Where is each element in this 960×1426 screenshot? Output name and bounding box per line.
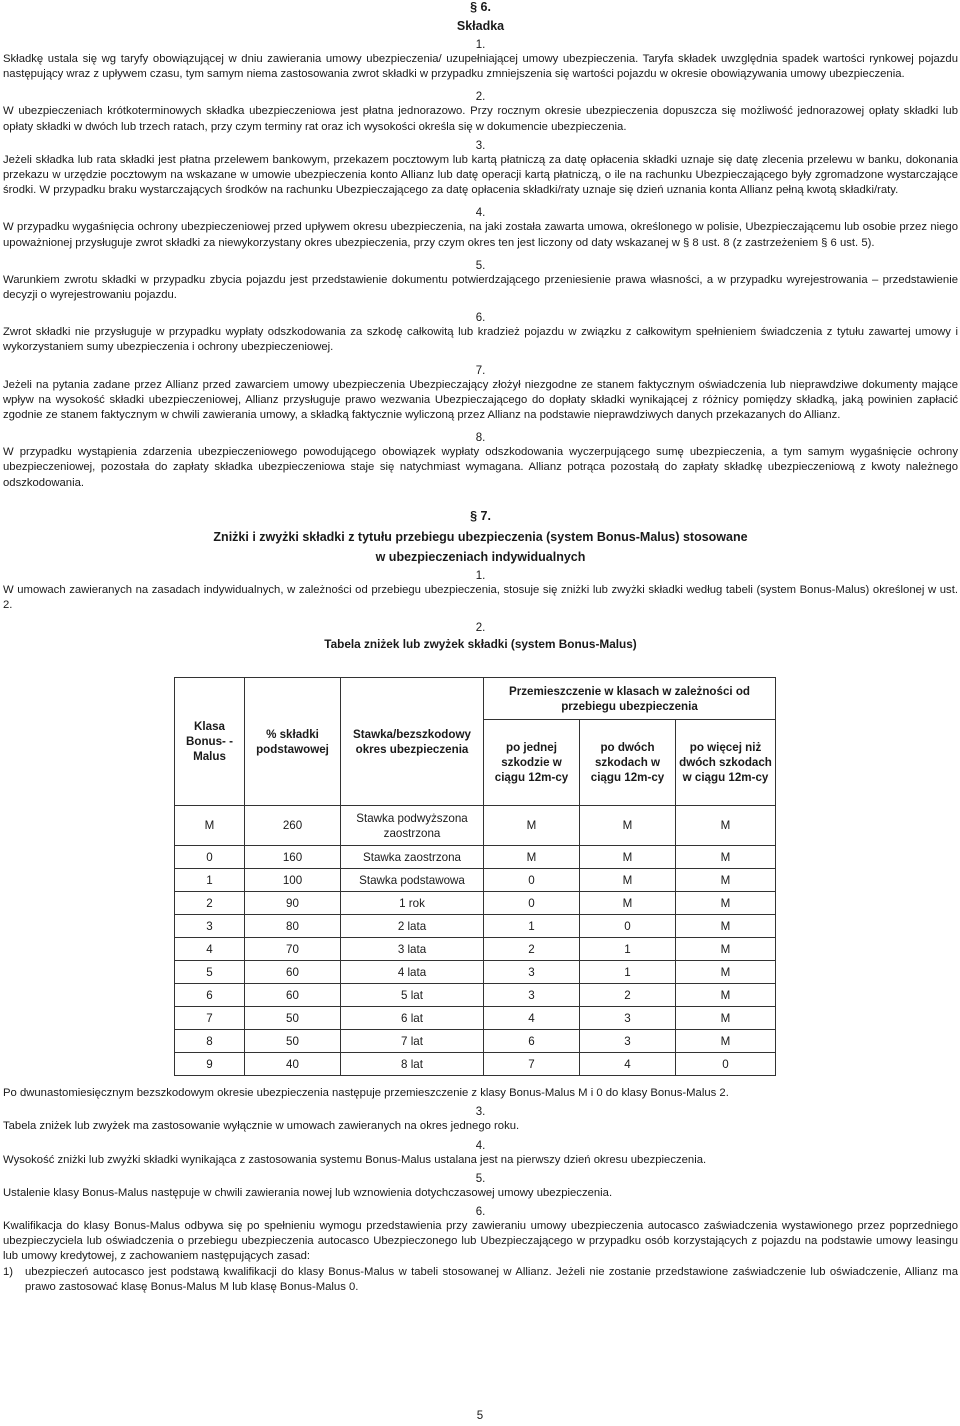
list-item-number: 1) xyxy=(3,1265,14,1278)
table-cell: 6 xyxy=(175,984,245,1007)
table-cell: 1 xyxy=(484,915,580,938)
paragraph-number: 2. xyxy=(475,622,486,635)
paragraph-number: 6. xyxy=(475,312,486,325)
table-cell: 2 xyxy=(175,892,245,915)
table-cell: 2 lata xyxy=(341,915,484,938)
header-more-claims: po więcej niż dwóch szkodach w ciągu 12m-cy xyxy=(676,720,776,806)
table-cell: Stawka zaostrzona xyxy=(341,846,484,869)
table-cell: 4 xyxy=(484,1007,580,1030)
table-cell: 3 xyxy=(580,1030,676,1053)
table-cell: 40 xyxy=(245,1053,341,1076)
paragraph-number: 6. xyxy=(475,1206,486,1219)
table-cell: M xyxy=(676,915,776,938)
table-cell: 0 xyxy=(484,869,580,892)
table-cell: 50 xyxy=(245,1030,341,1053)
table-cell: 160 xyxy=(245,846,341,869)
paragraph-number: 1. xyxy=(475,569,486,582)
paragraph-number: 5. xyxy=(475,259,486,272)
paragraph-text: Warunkiem zwrotu składki w przypadku zbycia pojazdu jest przedstawienie dokumentu potwierdzającego przeniesienie prawa własności, a w przypadku wyrejestrowania – przedstawienie decyzji o wyrejestrowaniu pojazdu. xyxy=(3,273,958,302)
table-cell: 9 xyxy=(175,1053,245,1076)
table-cell: M xyxy=(580,846,676,869)
paragraph-text: Po dwunastomiesięcznym bezszkodowym okresie ubezpieczenia następuje przemieszczenie z klasy Bonus-Malus M i 0 do klasy Bonus-Malus 2. xyxy=(3,1087,729,1100)
paragraph-text: Tabela zniżek lub zwyżek ma zastosowanie wyłącznie w umowach zawieranych na okres jednego roku. xyxy=(3,1120,520,1133)
header-klasa: Klasa Bonus- -Malus xyxy=(175,678,245,806)
table-cell: 70 xyxy=(245,938,341,961)
page-number: 5 xyxy=(476,1410,484,1422)
table-cell: Stawka podstawowa xyxy=(341,869,484,892)
table-cell: 80 xyxy=(245,915,341,938)
table-cell: M xyxy=(676,938,776,961)
table-cell: 0 xyxy=(484,892,580,915)
table-cell: M xyxy=(580,892,676,915)
paragraph-number: 4. xyxy=(475,207,486,220)
table-cell: 8 xyxy=(175,1030,245,1053)
paragraph-text: Składkę ustala się wg taryfy obowiązującej w dniu zawierania umowy ubezpieczenia/ uzupełniającej umowy ubezpieczenia. Taryfa składek uwzględnia spadek wartości rynkowej pojazdu następujący wraz z upływem czasu, tym samym niema zastosowania zwrot składki w przypadku zmniejszenia się wartości pojazdu w okresie obowiązywania umowy ubezpieczenia. xyxy=(3,53,958,81)
table-cell: M xyxy=(676,892,776,915)
document-page xyxy=(3,0,958,1426)
table-row xyxy=(175,915,776,938)
header-one-claim: po jednej szkodzie w ciągu 12m-cy xyxy=(484,720,580,806)
paragraph-text: Jeżeli składka lub rata składki jest płatna przelewem bankowym, przekazem pocztowym lub kartą płatniczą za datę opłacenia składki uznaje się datę zlecenia przelewu w banku, dokonania przekazu w urzędzie pocztowym na wskazane w umowie ubezpieczenia konto Allianz lub datę operacji kartą płatniczą, o ile na rachunku Ubezpieczającego były zgromadzone wystarczające środki. W przypadku braku wystarczających środków na rachunku Ubezpieczającego za datę opłacenia składki/raty uznaje się dzień uznania konta Allianz pełną kwotą składki/raty. xyxy=(3,153,958,197)
table-row xyxy=(175,1053,776,1076)
paragraph-text: W ubezpieczeniach krótkoterminowych składka ubezpieczeniowa jest płatna jednorazowo. Przy rocznym okresie ubezpieczenia dopuszcza się możliwość jednorazowej opłaty składki lub opłaty składki w dwóch lub trzech ratach, przy czym terminy rat oraz ich wysokości określa się w dokumencie ubezpieczenia. xyxy=(3,105,958,133)
paragraph-text: Zwrot składki nie przysługuje w przypadku wypłaty odszkodowania za szkodę całkowitą lub kradzież pojazdu w związku z całkowitym spełnieniem świadczenia z tytułu zawartej umowy i wykorzystaniem sumy ubezpieczenia i ochrony ubezpieczeniowej. xyxy=(3,326,958,354)
table-cell: 7 xyxy=(484,1053,580,1076)
section-6-title: Składka xyxy=(456,19,505,33)
paragraph-text: Wysokość zniżki lub zwyżki składki wynikająca z zastosowania systemu Bonus-Malus ustalana jest na pierwszy dzień okresu ubezpieczenia. xyxy=(3,1153,707,1166)
paragraph-number: 8. xyxy=(475,432,486,445)
paragraph-text: W przypadku wystąpienia zdarzenia ubezpieczeniowego powodującego obowiązek wypłaty odszkodowania wyczerpującego sumę ubezpieczenia, a tym samym wygaśnięcie ochrony ubezpieczeniowej, pozostała do zapłaty składka ubezpieczeniowa staje się natychmiast wymagana. Allianz potrąca pozostałą do zapłaty składkę ubezpieczeniową z kwoty należnego odszkodowania. xyxy=(3,446,958,489)
table-cell: 5 xyxy=(175,961,245,984)
table-cell: M xyxy=(676,1030,776,1053)
list-item xyxy=(3,1265,958,1295)
table-cell: 260 xyxy=(245,806,341,846)
table-cell: M xyxy=(676,846,776,869)
table-cell: Stawka podwyższona zaostrzona xyxy=(341,806,484,846)
paragraph-text: Ustalenie klasy Bonus-Malus następuje w chwili zawierania nowej lub wznowienia dotychczasowej umowy ubezpieczenia. xyxy=(3,1186,613,1199)
table-cell: 60 xyxy=(245,984,341,1007)
table-cell: M xyxy=(676,869,776,892)
table-title: Tabela zniżek lub zwyżek składki (system Bonus-Malus) xyxy=(324,637,637,652)
table-cell: 3 lata xyxy=(341,938,484,961)
table-cell: M xyxy=(484,806,580,846)
paragraph-text: Jeżeli na pytania zadane przez Allianz przed zawarciem umowy ubezpieczenia Ubezpieczający złożył niezgodne ze stanem faktycznym oświadczenia lub nieprawdziwe dokumenty mające wpływ na wysokość składki ubezpieczeniowej, Allianz przysługuje prawo wezwania Ubezpieczającego do dopłaty składki wynikającej z różnicy pomiędzy składką, jaką powinien zapłacić zgodnie ze stanem faktycznym w chwili zawierania umowy, a składką faktycznie wyliczoną przez Allianz na podstawie nieprawdziwych danych przekazanych do Allianz. xyxy=(3,378,958,422)
table-cell: 8 lat xyxy=(341,1053,484,1076)
table-cell: 3 xyxy=(484,984,580,1007)
section-7-title: Zniżki i zwyżki składki z tytułu przebiegu ubezpieczenia (system Bonus-Malus) stosowane xyxy=(213,529,748,544)
table-cell: M xyxy=(580,806,676,846)
header-procent: % składki podstawowej xyxy=(245,678,341,806)
table-cell: M xyxy=(676,984,776,1007)
table-cell: M xyxy=(580,869,676,892)
paragraph-text: W przypadku wygaśnięcia ochrony ubezpieczeniowej przed upływem okresu ubezpieczenia, na jaki została zawarta umowa, określonego w polisie, Ubezpieczającemu lub osobie przez niego upoważnionej przysługuje zwrot składki za niewykorzystany okres ubezpieczenia, przy czym okres ten jest liczony od daty wskazanej w § 8 ust. 8 (z zastrzeżeniem § 6 ust. 5). xyxy=(3,221,958,249)
table-row xyxy=(175,961,776,984)
header-przemieszczenie: Przemieszczenie w klasach w zależności od przebiegu ubezpieczenia xyxy=(484,678,776,720)
paragraph-number: 1. xyxy=(475,39,486,51)
paragraph-number: 4. xyxy=(475,1139,486,1152)
table-cell: 4 xyxy=(175,938,245,961)
table-cell: M xyxy=(676,961,776,984)
table-cell: 1 rok xyxy=(341,892,484,915)
table-cell: 0 xyxy=(580,915,676,938)
bonus-malus-table xyxy=(174,677,776,1076)
table-cell: 6 lat xyxy=(341,1007,484,1030)
table-row xyxy=(175,984,776,1007)
list-item-text: ubezpieczeń autocasco jest podstawą kwalifikacji do klasy Bonus-Malus w tabeli stosowanej w Allianz. Jeżeli nie zostanie przedstawione zaświadczenie lub oświadczenie, Allianz ma prawo zastosować klasę Bonus-Malus M lub klasę Bonus-Malus 0. xyxy=(25,1265,958,1293)
table-cell: 4 lata xyxy=(341,961,484,984)
table-cell: M xyxy=(484,846,580,869)
paragraph-number: 3. xyxy=(475,1106,486,1119)
table-cell: M xyxy=(676,1007,776,1030)
paragraph-number: 2. xyxy=(475,91,486,104)
table-cell: 1 xyxy=(175,869,245,892)
table-cell: 3 xyxy=(484,961,580,984)
header-two-claims: po dwóch szkodach w ciągu 12m-cy xyxy=(580,720,676,806)
table-cell: 100 xyxy=(245,869,341,892)
table-row xyxy=(175,892,776,915)
table-cell: 0 xyxy=(676,1053,776,1076)
paragraph-text: W umowach zawieranych na zasadach indywidualnych, w zależności od przebiegu ubezpieczenia, stosuje się zniżki lub zwyżki składki według tabeli (system Bonus-Malus) określonej w ust. 2. xyxy=(3,583,958,612)
paragraph-text: Kwalifikacja do klasy Bonus-Malus odbywa się po spełnieniu wymogu przedstawienia przy zawieraniu umowy ubezpieczenia autocasco zaświadczenia wystawionego przez poprzedniego ubezpieczyciela lub oświadczenia o przebiegu ubezpieczenia autocasco Ubezpieczonego lub Ubezpieczającego w przypadku osób korzystających z pojazdu na podstawie umowy leasingu lub umowy kredytowej, z zachowaniem następujących zasad: xyxy=(3,1220,958,1263)
table-cell: 50 xyxy=(245,1007,341,1030)
table-row xyxy=(175,806,776,846)
table-cell: M xyxy=(676,806,776,846)
section-7-title-line2: w ubezpieczeniach indywidualnych xyxy=(375,549,586,564)
table-cell: 90 xyxy=(245,892,341,915)
table-cell: 4 xyxy=(580,1053,676,1076)
table-cell: 7 xyxy=(175,1007,245,1030)
table-cell: M xyxy=(175,806,245,846)
paragraph-number: 3. xyxy=(475,139,486,152)
table-cell: 60 xyxy=(245,961,341,984)
table-row xyxy=(175,938,776,961)
table-cell: 0 xyxy=(175,846,245,869)
header-stawka: Stawka/bezszkodowy okres ubezpieczenia xyxy=(341,678,484,806)
table-row xyxy=(175,1030,776,1053)
table-cell: 6 xyxy=(484,1030,580,1053)
table-cell: 3 xyxy=(175,915,245,938)
table-row xyxy=(175,869,776,892)
paragraph-number: 5. xyxy=(475,1172,486,1185)
table-cell: 1 xyxy=(580,961,676,984)
section-6-number: § 6. xyxy=(470,0,491,14)
paragraph-number: 7. xyxy=(475,364,486,377)
table-row xyxy=(175,1007,776,1030)
table-cell: 7 lat xyxy=(341,1030,484,1053)
table-cell: 3 xyxy=(580,1007,676,1030)
table-cell: 2 xyxy=(580,984,676,1007)
table-cell: 5 lat xyxy=(341,984,484,1007)
table-cell: 2 xyxy=(484,938,580,961)
table-cell: 1 xyxy=(580,938,676,961)
section-7-number: § 7. xyxy=(470,508,491,523)
table-row xyxy=(175,846,776,869)
